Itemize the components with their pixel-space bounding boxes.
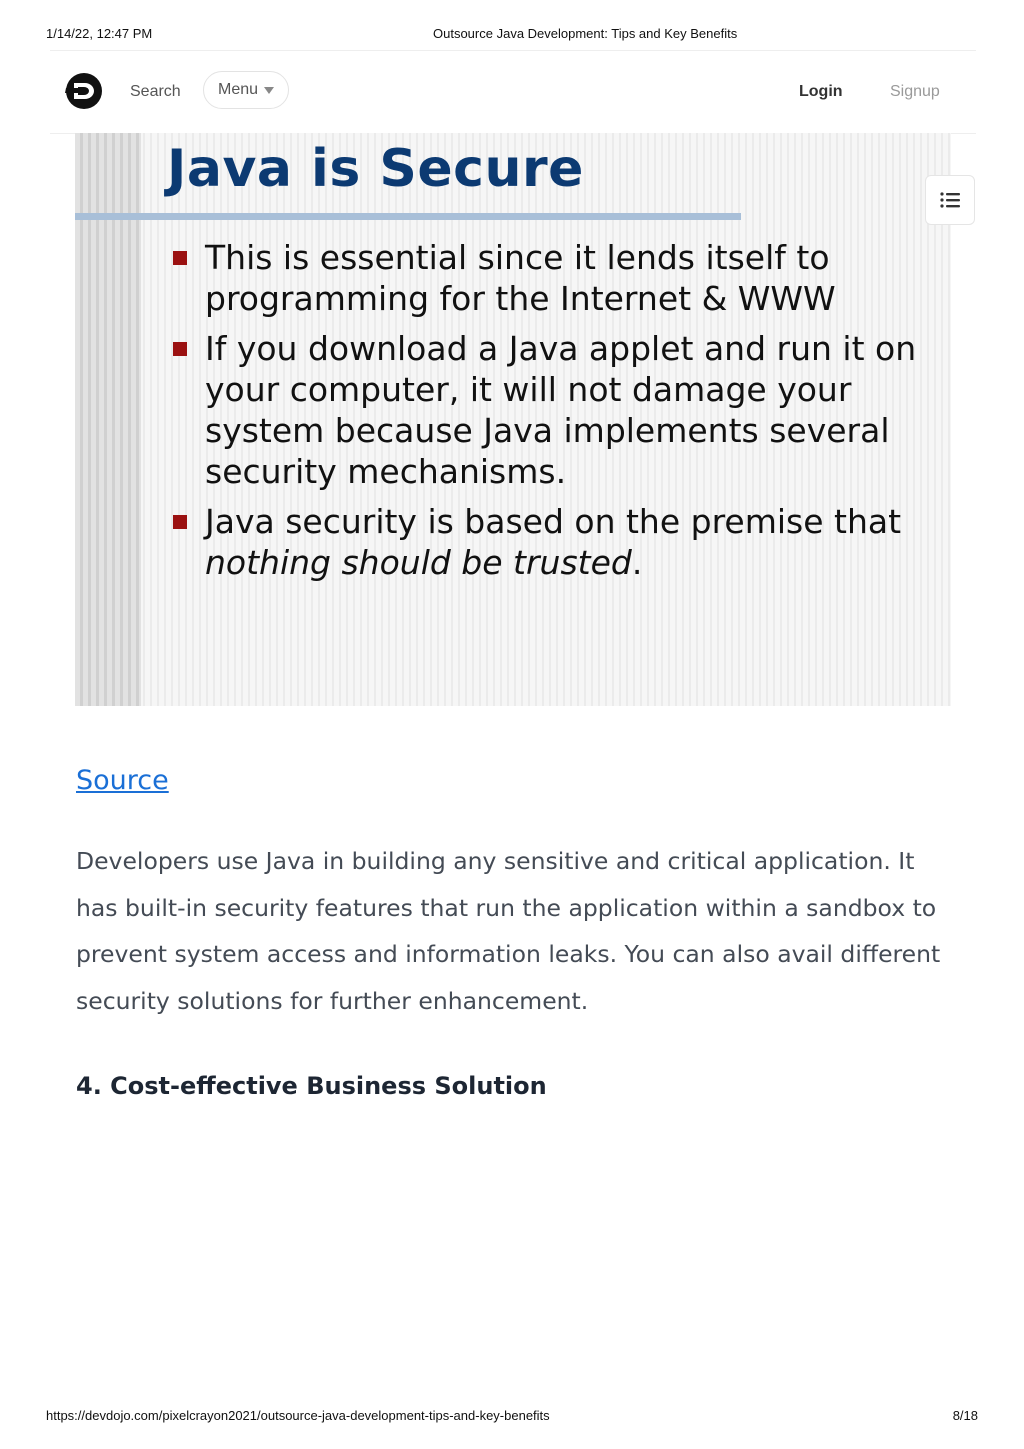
slide-title-rule <box>75 213 741 220</box>
slide-bullet-text: If you download a Java applet and run it on your computer, it will not damage your system because Java implements several security mechanisms. <box>205 329 917 491</box>
print-footer <box>46 1408 978 1424</box>
bullet-square-icon <box>173 251 187 265</box>
print-page-number: 8/18 <box>952 1408 978 1423</box>
source-link[interactable]: Source <box>76 765 169 796</box>
devdojo-logo-icon[interactable] <box>64 71 104 111</box>
java-secure-slide-image <box>75 133 951 706</box>
bullet-square-icon <box>173 515 187 529</box>
article-paragraph: Developers use Java in building any sensitive and critical application. It has built-in security features that run the application within a sandbox to prevent system access and information leaks. You can also avail different security solutions for further enhancement. <box>76 847 941 1015</box>
table-of-contents-button[interactable] <box>925 175 975 225</box>
menu-dropdown-button[interactable] <box>203 71 289 109</box>
slide-bullet-text: Java security is based on the premise that <box>205 502 902 541</box>
slide-bullet-list <box>173 237 933 592</box>
search-link[interactable]: Search <box>130 83 181 100</box>
slide-bullet-text: This is essential since it lends itself to programming for the Internet & WWW <box>205 238 836 318</box>
slide-title: Java is Secure <box>167 139 584 199</box>
print-datetime: 1/14/22, 12:47 PM <box>46 26 153 41</box>
slide-bullet <box>173 237 933 319</box>
print-header <box>46 26 978 42</box>
caret-down-icon <box>264 87 274 94</box>
bullet-square-icon <box>173 342 187 356</box>
slide-bullet <box>173 501 933 583</box>
slide-bullet <box>173 328 933 492</box>
print-url: https://devdojo.com/pixelcrayon2021/outsource-java-development-tips-and-key-benefits <box>46 1408 550 1423</box>
list-icon <box>940 191 960 209</box>
signup-link[interactable]: Signup <box>890 83 940 100</box>
login-link[interactable]: Login <box>799 83 843 100</box>
menu-label: Menu <box>217 81 259 98</box>
print-page-title: Outsource Java Development: Tips and Key Benefits <box>433 26 738 41</box>
top-navbar <box>50 50 976 134</box>
slide-bullet-emphasis: nothing should be trusted <box>205 543 632 582</box>
section-heading: 4. Cost-effective Business Solution <box>76 1072 547 1100</box>
slide-bullet-end: . <box>631 543 643 582</box>
